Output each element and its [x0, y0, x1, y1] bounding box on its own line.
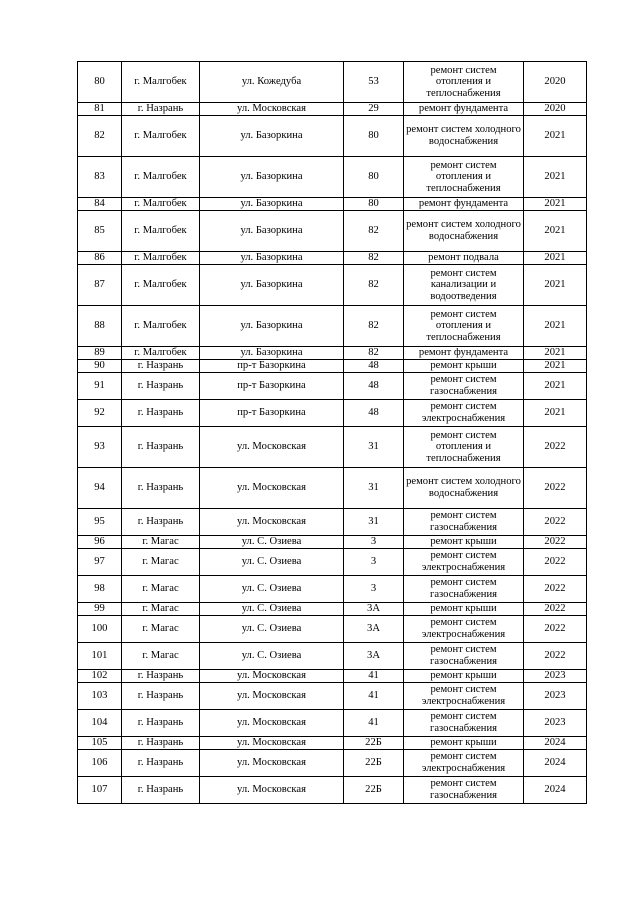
city-cell: г. Малгобек [122, 211, 200, 252]
row-number-cell: 94 [78, 468, 122, 509]
work-type-cell: ремонт систем канализации и водоотведения [404, 265, 524, 306]
house-number-cell: 48 [344, 400, 404, 427]
table-row [78, 777, 587, 804]
table-row [78, 536, 587, 549]
street-cell: ул. Московская [200, 777, 344, 804]
row-number-cell: 100 [78, 616, 122, 643]
house-number-cell: 48 [344, 360, 404, 373]
house-number-cell: 82 [344, 265, 404, 306]
street-cell: ул. Базоркина [200, 211, 344, 252]
row-number-cell: 85 [78, 211, 122, 252]
city-cell: г. Назрань [122, 777, 200, 804]
row-number-cell: 102 [78, 670, 122, 683]
house-number-cell: 3 [344, 576, 404, 603]
work-type-cell: ремонт систем электроснабжения [404, 750, 524, 777]
table-row [78, 360, 587, 373]
house-number-cell: 48 [344, 373, 404, 400]
table-row [78, 211, 587, 252]
row-number-cell: 90 [78, 360, 122, 373]
work-type-cell: ремонт систем отопления и теплоснабжения [404, 306, 524, 347]
year-cell: 2021 [524, 360, 587, 373]
house-number-cell: 22Б [344, 777, 404, 804]
city-cell: г. Малгобек [122, 306, 200, 347]
year-cell: 2021 [524, 157, 587, 198]
year-cell: 2022 [524, 427, 587, 468]
table-row [78, 347, 587, 360]
street-cell: ул. Московская [200, 710, 344, 737]
street-cell: ул. Базоркина [200, 198, 344, 211]
work-type-cell: ремонт систем газоснабжения [404, 710, 524, 737]
city-cell: г. Малгобек [122, 62, 200, 103]
year-cell: 2021 [524, 198, 587, 211]
work-type-cell: ремонт крыши [404, 737, 524, 750]
house-number-cell: 3А [344, 616, 404, 643]
work-type-cell: ремонт крыши [404, 670, 524, 683]
row-number-cell: 91 [78, 373, 122, 400]
street-cell: ул. Московская [200, 509, 344, 536]
work-type-cell: ремонт фундамента [404, 198, 524, 211]
year-cell: 2021 [524, 373, 587, 400]
city-cell: г. Назрань [122, 400, 200, 427]
row-number-cell: 92 [78, 400, 122, 427]
city-cell: г. Малгобек [122, 198, 200, 211]
street-cell: ул. С. Озиева [200, 643, 344, 670]
work-type-cell: ремонт крыши [404, 536, 524, 549]
city-cell: г. Магас [122, 603, 200, 616]
year-cell: 2023 [524, 670, 587, 683]
street-cell: ул. Московская [200, 427, 344, 468]
street-cell: ул. Московская [200, 468, 344, 509]
house-number-cell: 82 [344, 347, 404, 360]
row-number-cell: 82 [78, 116, 122, 157]
house-number-cell: 22Б [344, 750, 404, 777]
city-cell: г. Малгобек [122, 347, 200, 360]
street-cell: пр-т Базоркина [200, 373, 344, 400]
street-cell: ул. Базоркина [200, 116, 344, 157]
row-number-cell: 83 [78, 157, 122, 198]
house-number-cell: 80 [344, 116, 404, 157]
street-cell: ул. Московская [200, 670, 344, 683]
house-number-cell: 22Б [344, 737, 404, 750]
work-type-cell: ремонт крыши [404, 603, 524, 616]
street-cell: ул. С. Озиева [200, 616, 344, 643]
house-number-cell: 82 [344, 211, 404, 252]
work-type-cell: ремонт крыши [404, 360, 524, 373]
table-row [78, 252, 587, 265]
work-type-cell: ремонт систем электроснабжения [404, 400, 524, 427]
row-number-cell: 105 [78, 737, 122, 750]
street-cell: ул. Московская [200, 750, 344, 777]
table-row [78, 603, 587, 616]
year-cell: 2023 [524, 683, 587, 710]
city-cell: г. Магас [122, 536, 200, 549]
street-cell: ул. С. Озиева [200, 576, 344, 603]
house-number-cell: 29 [344, 103, 404, 116]
year-cell: 2022 [524, 643, 587, 670]
city-cell: г. Назрань [122, 427, 200, 468]
city-cell: г. Магас [122, 616, 200, 643]
year-cell: 2022 [524, 468, 587, 509]
row-number-cell: 96 [78, 536, 122, 549]
table-row [78, 670, 587, 683]
table-row [78, 116, 587, 157]
year-cell: 2020 [524, 62, 587, 103]
street-cell: ул. С. Озиева [200, 536, 344, 549]
city-cell: г. Назрань [122, 670, 200, 683]
city-cell: г. Назрань [122, 737, 200, 750]
table-row [78, 616, 587, 643]
year-cell: 2022 [524, 603, 587, 616]
city-cell: г. Назрань [122, 509, 200, 536]
table-body [78, 62, 587, 804]
year-cell: 2021 [524, 347, 587, 360]
house-number-cell: 3А [344, 643, 404, 670]
work-type-cell: ремонт систем газоснабжения [404, 576, 524, 603]
city-cell: г. Малгобек [122, 252, 200, 265]
repair-schedule-table [77, 61, 587, 804]
city-cell: г. Назрань [122, 373, 200, 400]
table-row [78, 737, 587, 750]
house-number-cell: 41 [344, 683, 404, 710]
row-number-cell: 106 [78, 750, 122, 777]
year-cell: 2021 [524, 306, 587, 347]
table-row [78, 468, 587, 509]
house-number-cell: 31 [344, 468, 404, 509]
house-number-cell: 31 [344, 427, 404, 468]
house-number-cell: 80 [344, 198, 404, 211]
house-number-cell: 80 [344, 157, 404, 198]
row-number-cell: 99 [78, 603, 122, 616]
year-cell: 2021 [524, 116, 587, 157]
year-cell: 2020 [524, 103, 587, 116]
row-number-cell: 95 [78, 509, 122, 536]
row-number-cell: 81 [78, 103, 122, 116]
street-cell: ул. Московская [200, 737, 344, 750]
street-cell: ул. С. Озиева [200, 603, 344, 616]
table-row [78, 643, 587, 670]
house-number-cell: 53 [344, 62, 404, 103]
table-row [78, 103, 587, 116]
city-cell: г. Малгобек [122, 157, 200, 198]
row-number-cell: 89 [78, 347, 122, 360]
year-cell: 2022 [524, 549, 587, 576]
table-row [78, 509, 587, 536]
work-type-cell: ремонт систем отопления и теплоснабжения [404, 427, 524, 468]
work-type-cell: ремонт систем холодного водоснабжения [404, 211, 524, 252]
work-type-cell: ремонт систем холодного водоснабжения [404, 116, 524, 157]
work-type-cell: ремонт систем газоснабжения [404, 509, 524, 536]
city-cell: г. Магас [122, 643, 200, 670]
city-cell: г. Магас [122, 576, 200, 603]
row-number-cell: 101 [78, 643, 122, 670]
row-number-cell: 107 [78, 777, 122, 804]
street-cell: ул. Кожедуба [200, 62, 344, 103]
row-number-cell: 87 [78, 265, 122, 306]
table-row [78, 549, 587, 576]
year-cell: 2021 [524, 211, 587, 252]
work-type-cell: ремонт систем холодного водоснабжения [404, 468, 524, 509]
table-row [78, 750, 587, 777]
work-type-cell: ремонт систем электроснабжения [404, 616, 524, 643]
work-type-cell: ремонт систем газоснабжения [404, 643, 524, 670]
table-row [78, 427, 587, 468]
year-cell: 2022 [524, 616, 587, 643]
street-cell: ул. Базоркина [200, 347, 344, 360]
work-type-cell: ремонт систем отопления и теплоснабжения [404, 62, 524, 103]
work-type-cell: ремонт систем электроснабжения [404, 683, 524, 710]
work-type-cell: ремонт фундамента [404, 103, 524, 116]
city-cell: г. Назрань [122, 683, 200, 710]
table-row [78, 710, 587, 737]
street-cell: ул. Базоркина [200, 157, 344, 198]
year-cell: 2021 [524, 252, 587, 265]
table-row [78, 576, 587, 603]
street-cell: ул. Базоркина [200, 306, 344, 347]
row-number-cell: 98 [78, 576, 122, 603]
table-row [78, 157, 587, 198]
year-cell: 2022 [524, 576, 587, 603]
city-cell: г. Магас [122, 549, 200, 576]
year-cell: 2021 [524, 400, 587, 427]
house-number-cell: 3 [344, 536, 404, 549]
table-row [78, 306, 587, 347]
street-cell: пр-т Базоркина [200, 400, 344, 427]
row-number-cell: 97 [78, 549, 122, 576]
street-cell: ул. Базоркина [200, 265, 344, 306]
work-type-cell: ремонт подвала [404, 252, 524, 265]
work-type-cell: ремонт систем газоснабжения [404, 373, 524, 400]
house-number-cell: 31 [344, 509, 404, 536]
house-number-cell: 41 [344, 710, 404, 737]
work-type-cell: ремонт систем газоснабжения [404, 777, 524, 804]
city-cell: г. Малгобек [122, 116, 200, 157]
street-cell: ул. Московская [200, 103, 344, 116]
year-cell: 2024 [524, 737, 587, 750]
house-number-cell: 3А [344, 603, 404, 616]
house-number-cell: 3 [344, 549, 404, 576]
row-number-cell: 84 [78, 198, 122, 211]
street-cell: пр-т Базоркина [200, 360, 344, 373]
table-row [78, 683, 587, 710]
city-cell: г. Малгобек [122, 265, 200, 306]
table-row [78, 265, 587, 306]
city-cell: г. Назрань [122, 103, 200, 116]
work-type-cell: ремонт фундамента [404, 347, 524, 360]
house-number-cell: 82 [344, 252, 404, 265]
year-cell: 2024 [524, 777, 587, 804]
year-cell: 2022 [524, 509, 587, 536]
row-number-cell: 88 [78, 306, 122, 347]
street-cell: ул. С. Озиева [200, 549, 344, 576]
work-type-cell: ремонт систем электроснабжения [404, 549, 524, 576]
row-number-cell: 93 [78, 427, 122, 468]
year-cell: 2024 [524, 750, 587, 777]
city-cell: г. Назрань [122, 360, 200, 373]
row-number-cell: 104 [78, 710, 122, 737]
street-cell: ул. Московская [200, 683, 344, 710]
street-cell: ул. Базоркина [200, 252, 344, 265]
house-number-cell: 82 [344, 306, 404, 347]
table-row [78, 400, 587, 427]
year-cell: 2021 [524, 265, 587, 306]
house-number-cell: 41 [344, 670, 404, 683]
table-row [78, 198, 587, 211]
row-number-cell: 80 [78, 62, 122, 103]
city-cell: г. Назрань [122, 750, 200, 777]
year-cell: 2022 [524, 536, 587, 549]
city-cell: г. Назрань [122, 468, 200, 509]
row-number-cell: 103 [78, 683, 122, 710]
city-cell: г. Назрань [122, 710, 200, 737]
row-number-cell: 86 [78, 252, 122, 265]
table-row [78, 373, 587, 400]
table-row [78, 62, 587, 103]
year-cell: 2023 [524, 710, 587, 737]
work-type-cell: ремонт систем отопления и теплоснабжения [404, 157, 524, 198]
